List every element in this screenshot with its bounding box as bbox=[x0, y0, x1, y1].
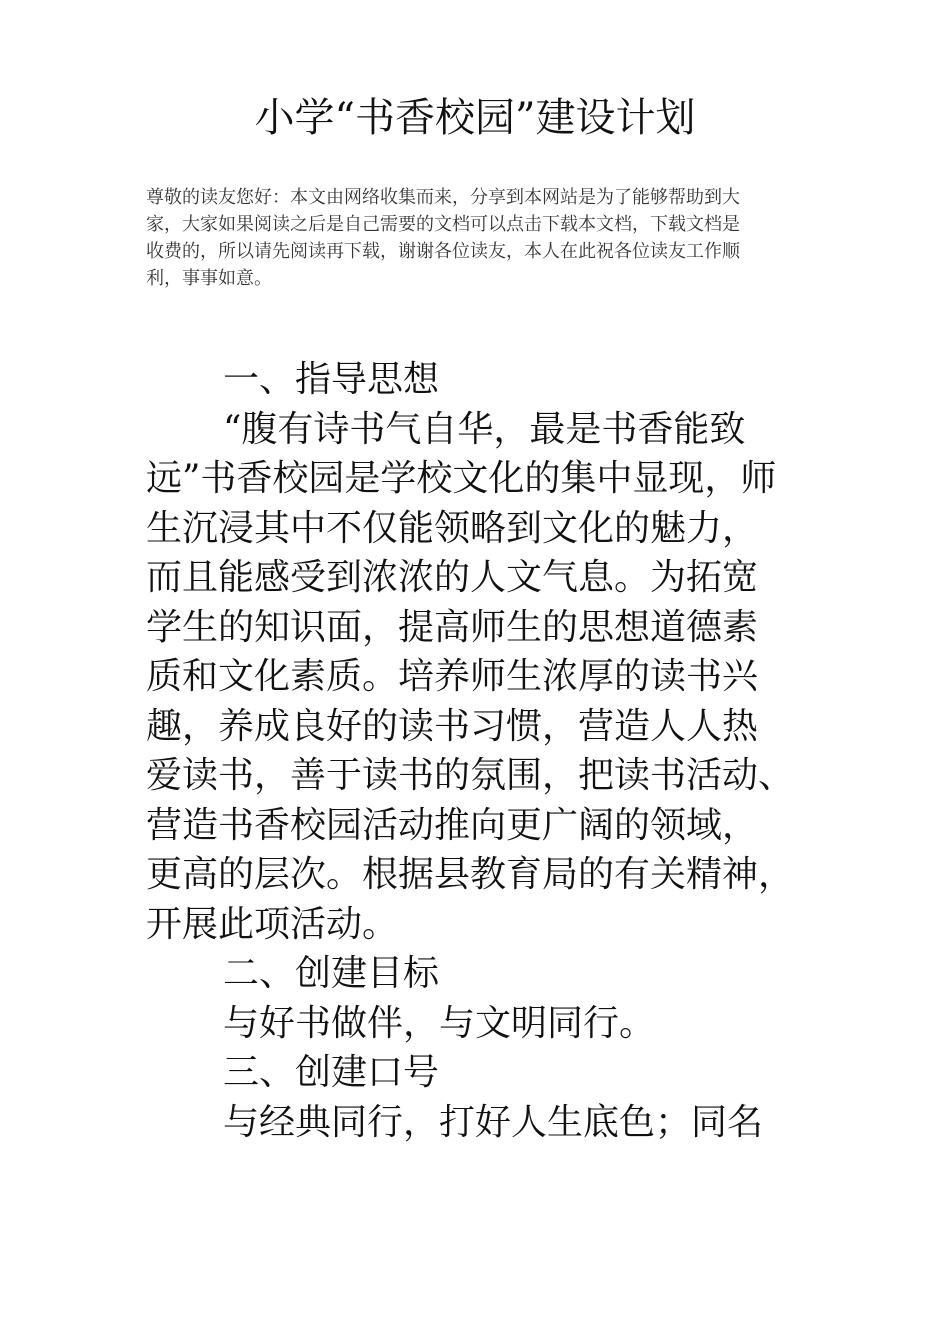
document-body bbox=[146, 355, 846, 1147]
notice-line: 收费的，所以请先阅读再下载，谢谢各位读友，本人在此祝各位读友工作顺 bbox=[146, 241, 740, 262]
notice-line: 尊敬的读友您好：本文由网络收集而来，分享到本网站是为了能够帮助到大 bbox=[146, 187, 740, 208]
body-line: 营造书香校园活动推向更广阔的领域， bbox=[146, 804, 759, 846]
section-heading-goal: 二、创建目标 bbox=[223, 953, 440, 994]
document-title: 小学“书香校园”建设计划 bbox=[254, 95, 696, 141]
notice-line: 家，大家如果阅读之后是自己需要的文档可以点击下载本文档，下载文档是 bbox=[146, 214, 740, 235]
body-line: 远”书香校园是学校文化的集中显现，师 bbox=[146, 458, 777, 499]
notice-line: 利，事事如意。 bbox=[146, 268, 272, 289]
body-line: 与好书做伴，与文明同行。 bbox=[223, 1002, 656, 1044]
body-line: 更高的层次。根据县教育局的有关精神， bbox=[146, 854, 795, 895]
body-line: 与经典同行，打好人生底色；同名 bbox=[223, 1101, 764, 1143]
body-line: 趣，养成良好的读书习惯，营造人人热 bbox=[146, 705, 759, 747]
reader-notice bbox=[146, 184, 806, 292]
body-line: 生沉浸其中不仅能领略到文化的魅力， bbox=[146, 507, 759, 549]
body-line: 开展此项活动。 bbox=[146, 903, 399, 945]
section-heading-guiding-ideology: 一、指导思想 bbox=[223, 359, 440, 400]
body-line: 学生的知识面，提高师生的思想道德素 bbox=[146, 606, 759, 648]
section-heading-slogan: 三、创建口号 bbox=[223, 1052, 440, 1093]
body-line: 爱读书，善于读书的氛围，把读书活动、 bbox=[146, 755, 795, 796]
body-line: 而且能感受到浓浓的人文气息。为拓宽 bbox=[146, 557, 759, 598]
body-line: 质和文化素质。培养师生浓厚的读书兴 bbox=[146, 656, 759, 697]
body-line: “腹有诗书气自华，最是书香能致 bbox=[223, 408, 746, 450]
